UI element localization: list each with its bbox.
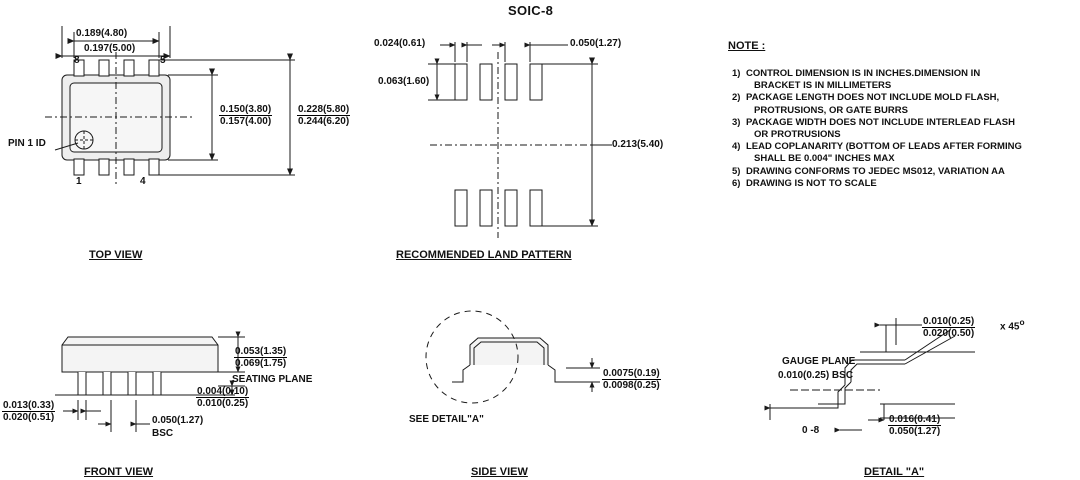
side-dim-thickness-upper: 0.0075(0.19) [603,368,660,379]
front-dim-standoff-lower: 0.010(0.25) [197,398,249,409]
front-dim-lead-upper: 0.013(0.33) [3,400,55,411]
land-dim-pitch: 0.050(1.27) [570,38,622,49]
top-dim-span-upper: 0.228(5.80) [298,104,350,115]
note-text: DRAWING IS NOT TO SCALE [746,177,877,189]
note-item [732,92,1074,116]
view-label-side: SIDE VIEW [471,466,528,478]
note-number: 5) [732,165,741,177]
front-dim-pitch-bsc: BSC [152,428,174,439]
side-dim-thickness-lower: 0.0098(0.25) [603,380,660,391]
top-dim-width-lower: 0.197(5.00) [84,43,136,54]
detail-angle-45-text: x 45 [1000,321,1020,333]
note-item [732,117,1074,141]
note-text: CONTROL DIMENSION IS IN INCHES.DIMENSION IN BRACKET IS IN MILLIMETERS [746,68,981,92]
notes-list [732,68,1074,190]
note-text: PACKAGE LENGTH DOES NOT INCLUDE MOLD FLASH, PROTRUSIONS, OR GATE BURRS [746,92,1000,116]
view-label-front: FRONT VIEW [84,466,154,478]
detail-angle-range [802,425,819,436]
gauge-plane-dim: 0.010(0.25) BSC [778,370,854,381]
land-dim-pad-length: 0.063(1.60) [378,76,430,87]
note-number: 1) [732,68,741,79]
note-number: 6) [732,177,741,189]
detail-dim-foot-upper: 0.016(0.41) [889,414,941,425]
view-label-land-pattern: RECOMMENDED LAND PATTERN [396,249,572,261]
side-dim-thickness [602,368,661,391]
detail-dim-chamfer [922,316,975,339]
land-dim-span: 0.213(5.40) [612,139,664,150]
front-dim-height-upper: 0.053(1.35) [235,346,287,357]
detail-dim-foot [888,414,941,437]
front-dim-standoff-upper: 0.004(0.10) [197,386,249,397]
detail-dim-foot-lower: 0.050(1.27) [889,426,941,437]
note-number: 2) [732,92,741,104]
notes-heading: NOTE : [728,40,766,52]
top-dim-body-upper: 0.150(3.80) [220,104,272,115]
top-dim-body [219,104,272,127]
top-dim-span-lower: 0.244(6.20) [298,116,350,127]
note-item [732,166,1074,178]
front-dim-standoff [196,386,249,409]
front-dim-height-lower: 0.069(1.75) [235,358,287,369]
note-number: 4) [732,141,741,153]
note-text: DRAWING CONFORMS TO JEDEC MS012, VARIATION AA [746,165,1005,177]
detail-angle-45-degree: o [1019,317,1025,327]
note-text: PACKAGE WIDTH DOES NOT INCLUDE INTERLEAD FLASH OR PROTRUSIONS [746,116,1015,141]
seating-plane-label: SEATING PLANE [232,374,313,385]
top-dim-width-upper: 0.189(4.80) [76,28,128,39]
view-label-detail-a: DETAIL "A" [864,466,925,478]
front-dim-lead-width [2,400,55,423]
detail-dim-chamfer-lower: 0.020(0.50) [923,328,975,339]
gauge-plane-label: GAUGE PLANE [782,356,856,367]
top-dim-span [297,104,350,127]
land-dim-pad-width: 0.024(0.61) [374,38,426,49]
note-item [732,141,1074,165]
detail-angle-45 [1000,317,1025,332]
detail-angle-range-text: 0 -8 [802,425,820,436]
detail-dim-chamfer-upper: 0.010(0.25) [923,316,975,327]
note-text: LEAD COPLANARITY (BOTTOM OF LEADS AFTER FORMING SHALL BE 0.004" INCHES MAX [746,141,1022,165]
pin-number-8: 8 [74,55,80,66]
front-dim-height [234,346,287,369]
note-number: 3) [732,116,741,128]
note-item [732,68,1074,92]
side-detail-ref: SEE DETAIL"A" [409,414,484,425]
pin-number-1: 1 [76,176,82,187]
note-item [732,178,1074,190]
pin-number-5: 5 [160,55,166,66]
pin-number-4: 4 [140,176,146,187]
top-dim-body-lower: 0.157(4.00) [220,116,272,127]
view-label-top: TOP VIEW [89,249,143,261]
front-dim-pitch: 0.050(1.27) [152,415,204,426]
page-title: SOIC-8 [508,3,554,18]
pin1-id-label: PIN 1 ID [8,138,46,149]
front-dim-lead-lower: 0.020(0.51) [3,412,55,423]
